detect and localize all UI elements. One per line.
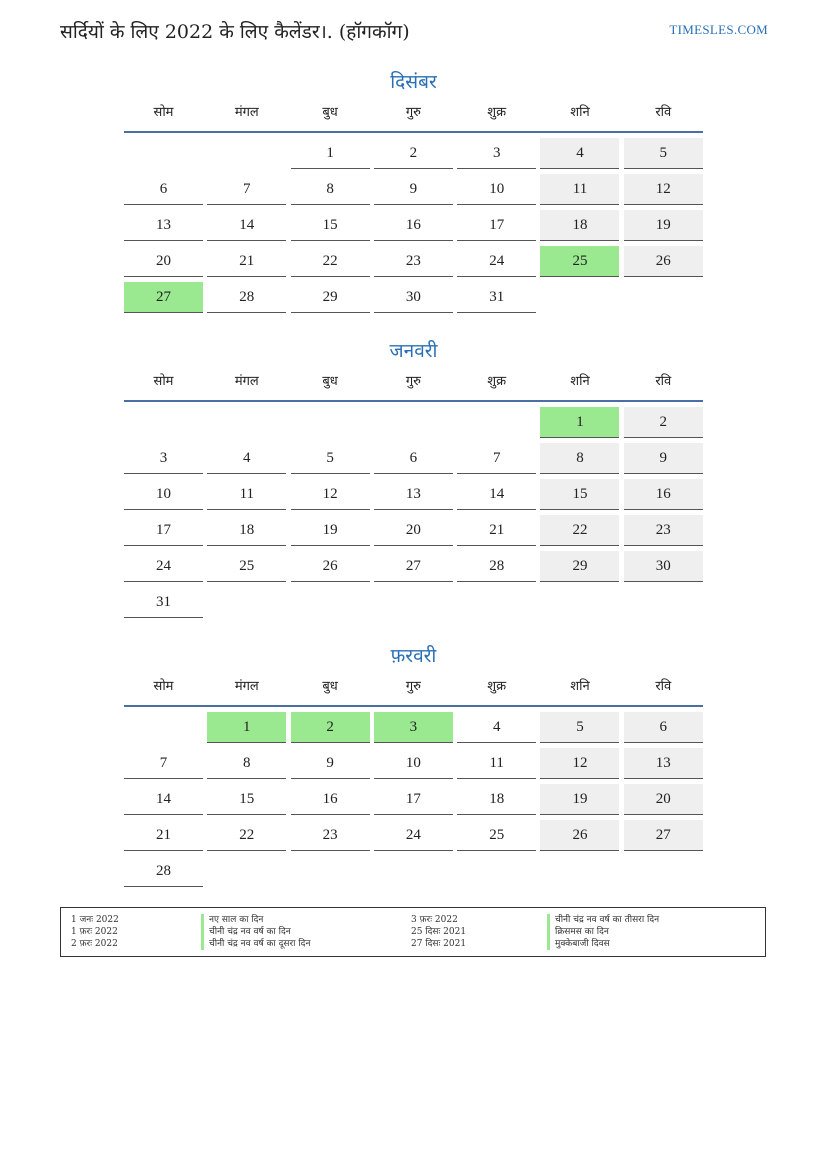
day-cell: 22: [291, 246, 370, 277]
weekday-label: बुध: [322, 105, 338, 120]
legend-date: 1 फ़रः 2022: [71, 927, 118, 937]
day-cell: 24: [124, 551, 203, 582]
weekday-header: [124, 369, 703, 402]
weekday-label: रवि: [655, 374, 672, 389]
legend-item: [61, 938, 310, 950]
legend-item: [401, 938, 610, 950]
weekday-label: सोम: [153, 679, 174, 694]
day-cell: 9: [291, 748, 370, 779]
day-cell: 22: [207, 820, 286, 851]
day-cell: 13: [624, 748, 703, 779]
weekday-label: सोम: [153, 105, 174, 120]
weekday-label: शुक्र: [487, 374, 507, 389]
legend-item: [61, 926, 291, 938]
day-cell: 7: [457, 443, 536, 474]
holiday-day-cell: 2: [291, 712, 370, 743]
weekday-label: मंगल: [234, 679, 259, 694]
weekday-label: बुध: [322, 679, 338, 694]
day-cell: 24: [374, 820, 453, 851]
site-link[interactable]: TIMESLES.COM: [669, 22, 768, 37]
weekday-label: शुक्र: [487, 679, 507, 694]
day-cell: 18: [540, 210, 619, 241]
month-february: [124, 638, 703, 887]
day-cell: 20: [624, 784, 703, 815]
day-cell: 10: [374, 748, 453, 779]
weekday-label: सोम: [153, 374, 174, 389]
weekday-header: [124, 100, 703, 133]
legend-name: क्रिसमस का दिन: [547, 926, 609, 938]
day-cell: 31: [457, 282, 536, 313]
day-cell: 8: [540, 443, 619, 474]
page-title: सर्दियों के लिए 2022 के लिए कैलेंडर।. (हॉगकॉग): [60, 21, 410, 43]
day-cell: 19: [540, 784, 619, 815]
day-cell: 9: [624, 443, 703, 474]
empty-cell: [291, 407, 370, 438]
weekday-label: मंगल: [234, 374, 259, 389]
holiday-day-cell: 1: [207, 712, 286, 743]
holiday-day-cell: 25: [540, 246, 619, 277]
empty-cell: [374, 407, 453, 438]
legend-date: 27 दिसः 2021: [411, 939, 467, 949]
day-cell: 17: [124, 515, 203, 546]
holiday-day-cell: 3: [374, 712, 453, 743]
empty-cell: [124, 712, 203, 743]
day-grid: [124, 712, 703, 887]
day-cell: 30: [624, 551, 703, 582]
legend-date: 1 जनः 2022: [71, 915, 119, 925]
legend-name: चीनी चंद्र नव वर्ष का दूसरा दिन: [201, 938, 310, 950]
day-cell: 26: [624, 246, 703, 277]
day-cell: 18: [207, 515, 286, 546]
day-cell: 16: [374, 210, 453, 241]
day-cell: 29: [540, 551, 619, 582]
day-cell: 14: [457, 479, 536, 510]
day-cell: 4: [540, 138, 619, 169]
day-cell: 26: [540, 820, 619, 851]
day-cell: 2: [624, 407, 703, 438]
day-cell: 12: [291, 479, 370, 510]
legend-name: मुक्केबाजी दिवस: [547, 938, 610, 950]
empty-cell: [124, 407, 203, 438]
month-title: फ़रवरी: [390, 645, 437, 667]
day-cell: 24: [457, 246, 536, 277]
weekday-label: बुध: [322, 374, 338, 389]
day-cell: 15: [540, 479, 619, 510]
day-cell: 12: [624, 174, 703, 205]
day-cell: 6: [374, 443, 453, 474]
day-cell: 11: [540, 174, 619, 205]
day-cell: 21: [124, 820, 203, 851]
day-cell: 15: [207, 784, 286, 815]
day-cell: 7: [124, 748, 203, 779]
day-cell: 29: [291, 282, 370, 313]
day-cell: 28: [124, 856, 203, 887]
legend-item: [401, 926, 609, 938]
day-cell: 6: [624, 712, 703, 743]
day-cell: 26: [291, 551, 370, 582]
month-january: [124, 333, 703, 618]
day-grid: [124, 138, 703, 313]
day-grid: [124, 407, 703, 618]
legend-date: 3 फ़रः 2022: [411, 915, 458, 925]
day-cell: 27: [624, 820, 703, 851]
month-title: जनवरी: [389, 340, 438, 362]
weekday-label: गुरु: [405, 679, 421, 694]
day-cell: 11: [457, 748, 536, 779]
day-cell: 10: [457, 174, 536, 205]
empty-cell: [124, 138, 203, 169]
day-cell: 17: [457, 210, 536, 241]
day-cell: 9: [374, 174, 453, 205]
day-cell: 19: [291, 515, 370, 546]
day-cell: 6: [124, 174, 203, 205]
day-cell: 18: [457, 784, 536, 815]
day-cell: 16: [291, 784, 370, 815]
holiday-day-cell: 1: [540, 407, 619, 438]
legend-name: नए साल का दिन: [201, 914, 263, 926]
holiday-day-cell: 27: [124, 282, 203, 313]
day-cell: 5: [540, 712, 619, 743]
day-cell: 3: [457, 138, 536, 169]
day-cell: 2: [374, 138, 453, 169]
day-cell: 22: [540, 515, 619, 546]
weekday-label: गुरु: [405, 374, 421, 389]
day-cell: 13: [374, 479, 453, 510]
weekday-label: मंगल: [234, 105, 259, 120]
day-cell: 8: [291, 174, 370, 205]
weekday-label: शनि: [570, 679, 590, 694]
legend-item: [401, 914, 659, 926]
day-cell: 30: [374, 282, 453, 313]
weekday-header: [124, 674, 703, 707]
weekday-label: रवि: [655, 105, 672, 120]
day-cell: 5: [624, 138, 703, 169]
weekday-label: शनि: [570, 105, 590, 120]
holiday-legend: [60, 907, 766, 957]
day-cell: 31: [124, 587, 203, 618]
day-cell: 21: [457, 515, 536, 546]
day-cell: 3: [124, 443, 203, 474]
month-december: [124, 64, 703, 313]
month-title: दिसंबर: [390, 71, 437, 93]
day-cell: 14: [207, 210, 286, 241]
day-cell: 23: [624, 515, 703, 546]
day-cell: 15: [291, 210, 370, 241]
day-cell: 4: [207, 443, 286, 474]
weekday-label: शुक्र: [487, 105, 507, 120]
weekday-label: शनि: [570, 374, 590, 389]
legend-date: 2 फ़रः 2022: [71, 939, 118, 949]
day-cell: 12: [540, 748, 619, 779]
empty-cell: [457, 407, 536, 438]
day-cell: 10: [124, 479, 203, 510]
day-cell: 19: [624, 210, 703, 241]
day-cell: 7: [207, 174, 286, 205]
day-cell: 23: [291, 820, 370, 851]
day-cell: 4: [457, 712, 536, 743]
day-cell: 25: [457, 820, 536, 851]
day-cell: 11: [207, 479, 286, 510]
day-cell: 25: [207, 551, 286, 582]
empty-cell: [207, 138, 286, 169]
legend-date: 25 दिसः 2021: [411, 927, 467, 937]
weekday-label: रवि: [655, 679, 672, 694]
day-cell: 17: [374, 784, 453, 815]
day-cell: 16: [624, 479, 703, 510]
legend-item: [61, 914, 263, 926]
legend-name: चीनी चंद्र नव वर्ष का दिन: [201, 926, 291, 938]
day-cell: 23: [374, 246, 453, 277]
day-cell: 5: [291, 443, 370, 474]
day-cell: 13: [124, 210, 203, 241]
day-cell: 20: [124, 246, 203, 277]
day-cell: 28: [457, 551, 536, 582]
legend-name: चीनी चंद्र नव वर्ष का तीसरा दिन: [547, 914, 659, 926]
day-cell: 14: [124, 784, 203, 815]
day-cell: 21: [207, 246, 286, 277]
weekday-label: गुरु: [405, 105, 421, 120]
day-cell: 1: [291, 138, 370, 169]
day-cell: 20: [374, 515, 453, 546]
day-cell: 27: [374, 551, 453, 582]
day-cell: 28: [207, 282, 286, 313]
empty-cell: [207, 407, 286, 438]
day-cell: 8: [207, 748, 286, 779]
